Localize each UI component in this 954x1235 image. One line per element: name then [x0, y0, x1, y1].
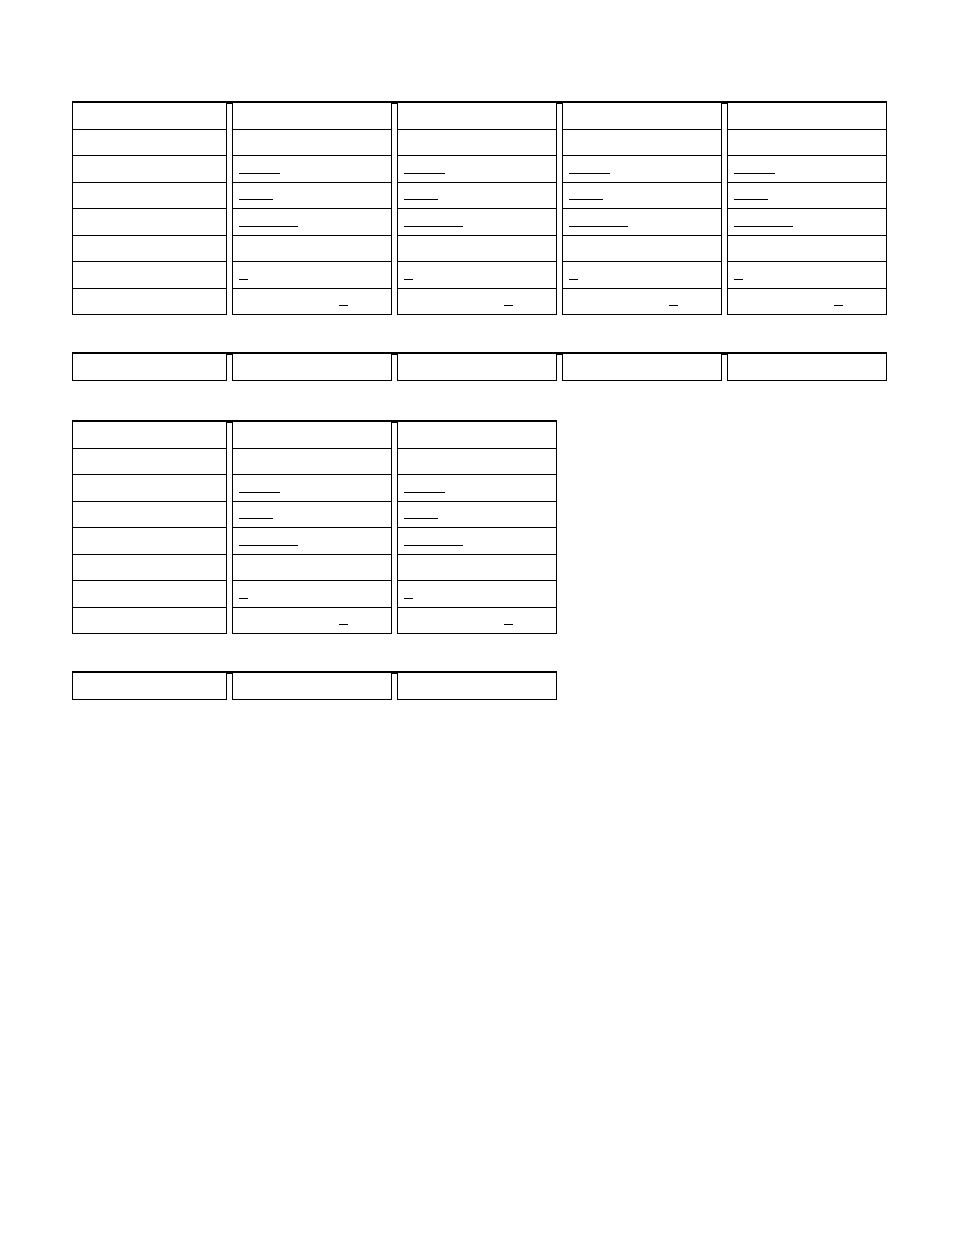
blank-short-line	[569, 173, 610, 174]
blank-short-line	[239, 492, 280, 493]
entry-cell[interactable]	[232, 288, 392, 316]
entry-cell[interactable]	[232, 261, 392, 289]
entry-cell[interactable]	[232, 501, 392, 529]
entry-cell[interactable]	[727, 155, 887, 183]
entry-cell[interactable]	[397, 288, 557, 316]
entry-cell[interactable]	[397, 182, 557, 210]
entry-cell[interactable]	[397, 102, 557, 130]
blank-xs-line	[404, 199, 438, 200]
row-label-cell	[72, 182, 227, 210]
table-4	[72, 671, 557, 700]
tick-left-line	[239, 279, 248, 280]
tick-right-line	[834, 305, 843, 306]
entry-cell[interactable]	[727, 235, 887, 263]
entry-cell[interactable]	[562, 102, 722, 130]
entry-cell[interactable]	[232, 474, 392, 502]
row-label-cell	[72, 155, 227, 183]
entry-cell[interactable]	[397, 580, 557, 608]
blank-long-line	[404, 545, 463, 546]
entry-cell[interactable]	[562, 155, 722, 183]
entry-cell[interactable]	[397, 353, 557, 381]
entry-cell[interactable]	[232, 353, 392, 381]
entry-cell[interactable]	[562, 235, 722, 263]
row-label-cell	[72, 235, 227, 263]
entry-cell[interactable]	[232, 527, 392, 555]
row-label-cell	[72, 501, 227, 529]
tick-left-line	[239, 598, 248, 599]
entry-cell[interactable]	[232, 607, 392, 635]
entry-cell[interactable]	[562, 129, 722, 157]
entry-cell[interactable]	[727, 261, 887, 289]
table-3	[72, 420, 557, 634]
tick-left-line	[569, 279, 578, 280]
entry-cell[interactable]	[397, 235, 557, 263]
entry-cell[interactable]	[232, 448, 392, 476]
entry-cell[interactable]	[232, 182, 392, 210]
blank-long-line	[404, 226, 463, 227]
row-label-cell	[72, 102, 227, 130]
blank-xs-line	[239, 199, 273, 200]
entry-cell[interactable]	[232, 129, 392, 157]
entry-cell[interactable]	[562, 182, 722, 210]
tick-right-line	[504, 305, 513, 306]
row-label-cell	[72, 527, 227, 555]
row-label-cell	[72, 129, 227, 157]
entry-cell[interactable]	[232, 580, 392, 608]
entry-cell[interactable]	[562, 288, 722, 316]
entry-cell[interactable]	[397, 129, 557, 157]
entry-cell[interactable]	[562, 261, 722, 289]
row-label-cell	[72, 208, 227, 236]
blank-long-line	[239, 545, 298, 546]
entry-cell[interactable]	[397, 448, 557, 476]
blank-xs-line	[239, 518, 273, 519]
row-label-cell	[72, 672, 227, 700]
blank-long-line	[734, 226, 793, 227]
entry-cell[interactable]	[397, 261, 557, 289]
entry-cell[interactable]	[232, 421, 392, 449]
tick-right-line	[339, 624, 348, 625]
entry-cell[interactable]	[397, 208, 557, 236]
row-label-cell	[72, 288, 227, 316]
row-label-cell	[72, 607, 227, 635]
entry-cell[interactable]	[232, 208, 392, 236]
entry-cell[interactable]	[397, 554, 557, 582]
entry-cell[interactable]	[562, 353, 722, 381]
entry-cell[interactable]	[397, 527, 557, 555]
entry-cell[interactable]	[232, 155, 392, 183]
entry-cell[interactable]	[232, 102, 392, 130]
row-label-cell	[72, 448, 227, 476]
entry-cell[interactable]	[562, 208, 722, 236]
blank-long-line	[239, 226, 298, 227]
entry-cell[interactable]	[727, 129, 887, 157]
entry-cell[interactable]	[232, 235, 392, 263]
row-label-cell	[72, 421, 227, 449]
entry-cell[interactable]	[397, 155, 557, 183]
blank-long-line	[569, 226, 628, 227]
entry-cell[interactable]	[397, 421, 557, 449]
tick-right-line	[339, 305, 348, 306]
tick-left-line	[404, 598, 413, 599]
tick-right-line	[504, 624, 513, 625]
entry-cell[interactable]	[727, 353, 887, 381]
row-label-cell	[72, 474, 227, 502]
row-label-cell	[72, 261, 227, 289]
entry-cell[interactable]	[397, 501, 557, 529]
blank-xs-line	[404, 518, 438, 519]
row-label-cell	[72, 580, 227, 608]
entry-cell[interactable]	[727, 182, 887, 210]
tick-left-line	[404, 279, 413, 280]
entry-cell[interactable]	[397, 474, 557, 502]
entry-cell[interactable]	[727, 288, 887, 316]
tick-left-line	[734, 279, 743, 280]
tick-right-line	[669, 305, 678, 306]
entry-cell[interactable]	[397, 672, 557, 700]
entry-cell[interactable]	[397, 607, 557, 635]
blank-xs-line	[734, 199, 768, 200]
entry-cell[interactable]	[232, 554, 392, 582]
blank-short-line	[734, 173, 775, 174]
blank-short-line	[239, 173, 280, 174]
blank-short-line	[404, 173, 445, 174]
entry-cell[interactable]	[232, 672, 392, 700]
entry-cell[interactable]	[727, 208, 887, 236]
entry-cell[interactable]	[727, 102, 887, 130]
row-label-cell	[72, 554, 227, 582]
table-1	[72, 101, 887, 315]
table-2	[72, 352, 887, 381]
row-label-cell	[72, 353, 227, 381]
blank-xs-line	[569, 199, 603, 200]
blank-short-line	[404, 492, 445, 493]
